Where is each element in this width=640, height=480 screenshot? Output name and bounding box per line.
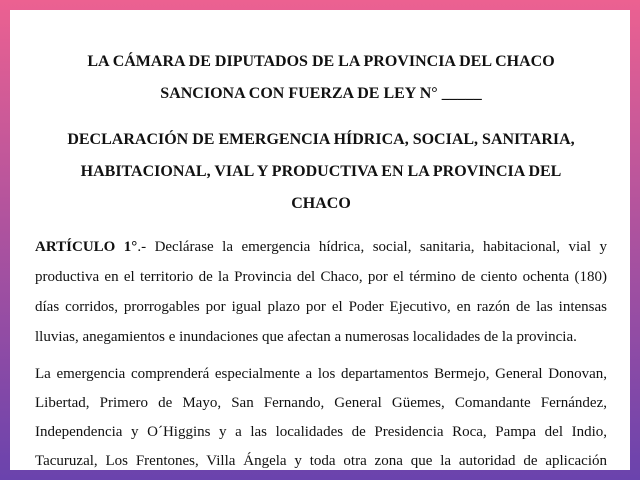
coverage-line-1: La emergencia comprenderá especialmente a los departamentos Bermejo, General Donovan, [35, 366, 607, 382]
article-1-separator: .- [137, 239, 147, 255]
article-1-line-1 [35, 232, 607, 262]
article-1-paragraph [35, 232, 607, 352]
coverage-paragraph [35, 360, 607, 470]
declaration-title-line-2: HABITACIONAL, VIAL Y PRODUCTIVA EN LA PROVINCIA DEL [80, 163, 562, 180]
article-1-line-2: productiva en el territorio de la Provincia del Chaco, por el término de ciento ochenta (180) [35, 269, 607, 285]
article-1-label: ARTÍCULO 1° [35, 239, 138, 255]
declaration-title-line-3: CHACO [291, 195, 351, 212]
coverage-line-4: Tacuruzal, Los Frentones, Villa Ángela y toda otra zona que la autoridad de aplicación [35, 453, 607, 469]
sanction-heading [35, 46, 607, 110]
article-1-line-4: lluvias, anegamientos e inundaciones que afectan a numerosas localidades de la provincia. [35, 329, 577, 345]
sanction-heading-line-2: SANCIONA CON FUERZA DE LEY N° _____ [160, 85, 482, 102]
article-1-line-1-text: Declárase la emergencia hídrica, social, sanitaria, habitacional, vial y [154, 239, 607, 255]
declaration-title [35, 124, 607, 220]
coverage-line-2: Libertad, Primero de Mayo, San Fernando, General Güemes, Comandante Fernández, [35, 395, 607, 411]
document-page [10, 10, 630, 470]
sanction-heading-line-1: LA CÁMARA DE DIPUTADOS DE LA PROVINCIA DEL CHACO [87, 53, 555, 70]
coverage-line-3: Independencia y O´Higgins y a las localidades de Presidencia Roca, Pampa del Indio, [35, 424, 607, 440]
declaration-title-line-1: DECLARACIÓN DE EMERGENCIA HÍDRICA, SOCIAL, SANITARIA, [67, 131, 575, 148]
article-1-line-3: días corridos, prorrogables por igual plazo por el Poder Ejecutivo, en razón de las intensas [35, 299, 607, 315]
